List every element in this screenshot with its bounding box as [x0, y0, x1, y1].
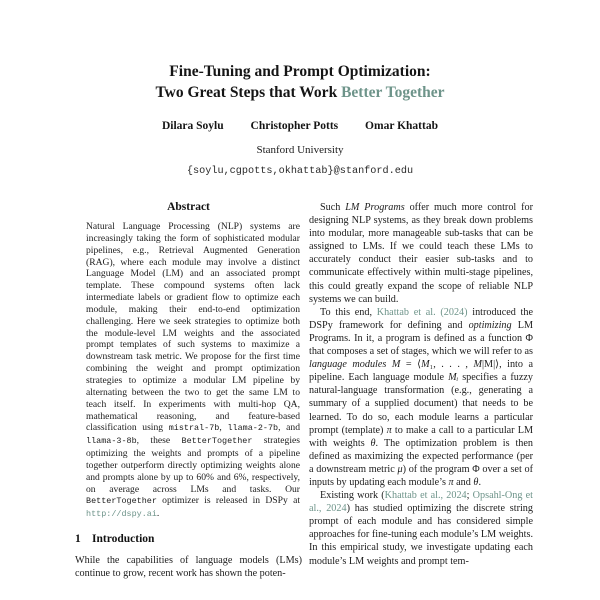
text-span: While the capabilities of language models (LMs) continue to grow, recent work has shown the poten- — [75, 555, 302, 580]
text-span: , and — [278, 422, 300, 434]
italic-text: μ — [397, 463, 403, 475]
citation-link[interactable]: Khattab et al. (2024) — [376, 306, 468, 318]
right-column — [309, 201, 533, 580]
paper-title — [0, 62, 600, 103]
italic-text: π — [386, 424, 392, 436]
inline-code: llama-3-8b — [86, 436, 137, 447]
text-span: To this end, — [320, 306, 377, 318]
text-span: LM Programs. In it, a program is defined as a function Φ that composes a set of stages, which we will refer to as — [309, 319, 534, 358]
author-name: Dilara Soylu — [161, 120, 224, 132]
section-number: 1 — [75, 533, 81, 546]
title-accent: Better Together — [341, 83, 445, 101]
author-name: Christopher Potts — [250, 120, 339, 132]
body-paragraph — [309, 489, 533, 568]
author-name: Omar Khattab — [365, 120, 438, 132]
italic-text: θ — [370, 437, 376, 449]
text-span: ) of the program Φ over a set of inputs by updating each module’s — [309, 463, 533, 488]
url-link[interactable]: http://dspy.ai — [86, 509, 157, 520]
text-span: Such — [320, 202, 346, 213]
affiliation: Stanford University — [256, 144, 344, 156]
italic-text: Mᵢ — [448, 372, 459, 384]
paper-header — [0, 0, 600, 177]
section-title: Introduction — [92, 533, 155, 546]
email-line: {soylu,cgpotts,okhattab}@stanford.edu — [186, 166, 414, 177]
intro-paragraph — [75, 554, 302, 580]
inline-code: BetterTogether — [181, 436, 253, 447]
author-list — [0, 120, 600, 132]
text-span: optimizer is released in DSPy at — [156, 495, 300, 507]
citation-link[interactable]: Khattab et al., 2024 — [384, 490, 467, 502]
text-span: ; — [466, 490, 473, 502]
italic-text: M — [473, 359, 482, 371]
text-span: |M|⟩, into a pipeline. Each language module — [309, 359, 534, 384]
text-span: ₁, . . . , — [429, 359, 474, 371]
inline-code: mistral-7b — [168, 423, 220, 434]
italic-text: language modules — [309, 359, 387, 371]
italic-text: θ — [473, 476, 479, 488]
text-span: . — [156, 508, 160, 520]
italic-text: LM Programs — [345, 202, 405, 213]
text-span: , — [219, 422, 228, 434]
text-span: introduced the DSPy framework for defining and — [309, 306, 533, 331]
text-span: specifies a fuzzy natural-language transformation (e.g., generating a summary of a supplied document) that needs to be learned. To do so, each module learns a particular prompt (template) — [309, 372, 533, 436]
text-span: Existing work ( — [320, 490, 385, 502]
text-span: offer much more control for designing NLP systems, as they break down problems into modular, more manageable sub-tasks that can be assigned to LMs. If we could teach these LMs to accurately conduct their easier sub-tasks and to communicate effectively within multi-stage pipelines, this could greatly expand the scope of reliable NLP systems we can build. — [309, 202, 534, 305]
text-span: . — [478, 476, 481, 488]
text-span: . The optimization problem is then defined as maximizing the expected performance (per a downstream metric — [309, 437, 533, 475]
title-line-2: Two Great Steps that Work — [155, 83, 342, 101]
body-paragraph — [309, 306, 533, 489]
italic-text: M — [421, 359, 430, 371]
text-span: Natural Language Processing (NLP) systems are increasingly taking the form of sophisticated modular pipelines, e.g., Retrieval Augmented Generation (RAG), where each module may involve a distinct Language Model (LM) and an associated prompt template. These compound systems often lack intermediate labels or gradient flow to optimize each module, making their end-to-end optimization challenging. Here we seek strategies to optimize both the module-level LM weights and the associated prompt templates of such systems to maximize a downstream task metric. We propose for the first time combining the weight and prompt optimization strategies to optimize a modular LM pipeline by alternating between the two to get the same LM to teach itself. In experiments with multi-hop QA, mathematical reasoning, and feature-based classification using — [86, 221, 300, 434]
two-column-body — [0, 201, 600, 580]
text-span: to make a call to a particular LM with weights — [309, 424, 534, 449]
text-span: ) has studied optimizing the discrete string prompt of each module and has considered simple approaches for fine-tuning each module’s LM weights. In this empirical study, we investigate updating each module’s LM weights and prompt tem- — [309, 503, 533, 567]
section-heading-introduction — [75, 533, 302, 545]
text-span: = ⟨ — [400, 359, 422, 371]
text-span: , these — [136, 435, 182, 447]
inline-code: BetterTogether — [86, 496, 157, 507]
italic-text: M — [391, 359, 401, 371]
text-span: and — [453, 476, 474, 488]
abstract-heading: Abstract — [167, 201, 210, 213]
citation-link[interactable]: Opsahl-Ong et al., 2024 — [309, 490, 533, 515]
italic-text: π — [448, 476, 454, 488]
italic-text: optimizing — [468, 319, 512, 331]
body-paragraph — [309, 201, 533, 306]
title-line-1: Fine-Tuning and Prompt Optimization: — [169, 63, 431, 80]
abstract-text — [75, 221, 302, 521]
inline-code: llama-2-7b — [227, 423, 279, 434]
text-span: strategies optimizing the weights and prompts of a pipeline together outperform directly optimizing weights alone and prompts alone by up to 60% and 6%, respectively, on average across LMs and tasks. Our — [86, 435, 300, 495]
left-column — [75, 201, 302, 580]
